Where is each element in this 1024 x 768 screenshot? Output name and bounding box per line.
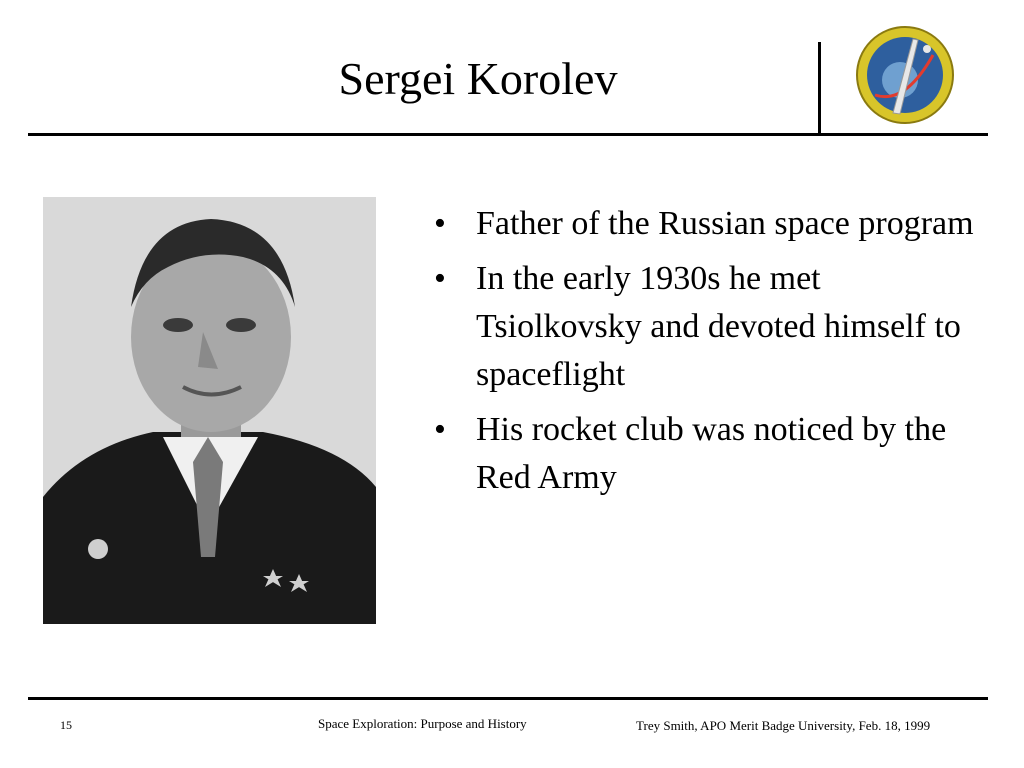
footer-divider: [28, 697, 988, 700]
bullet-item: [428, 255, 988, 399]
bullet-list: [428, 200, 988, 509]
bullet-marker: •: [434, 411, 446, 448]
footer-title: Space Exploration: Purpose and History: [318, 716, 527, 731]
slide-title: Sergei Korolev: [338, 53, 618, 104]
footer-author: Trey Smith, APO Merit Badge University, Feb. 18, 1999: [636, 718, 931, 733]
space-exploration-badge-icon: [855, 25, 955, 125]
bullet-text: Father of the Russian space program: [476, 205, 974, 242]
bullet-item: [428, 200, 988, 248]
bullet-marker: •: [434, 205, 446, 242]
slide-number: 15: [60, 718, 72, 732]
bullet-text: His rocket club was noticed by the Red Army: [476, 411, 947, 496]
bullet-text: In the early 1930s he met Tsiolkovsky and devoted himself to spaceflight: [476, 260, 961, 393]
title-divider: [28, 133, 988, 136]
bullet-item: [428, 406, 988, 502]
bullet-marker: •: [434, 260, 446, 297]
badge-divider: [818, 42, 821, 134]
portrait-photo: [43, 197, 376, 624]
